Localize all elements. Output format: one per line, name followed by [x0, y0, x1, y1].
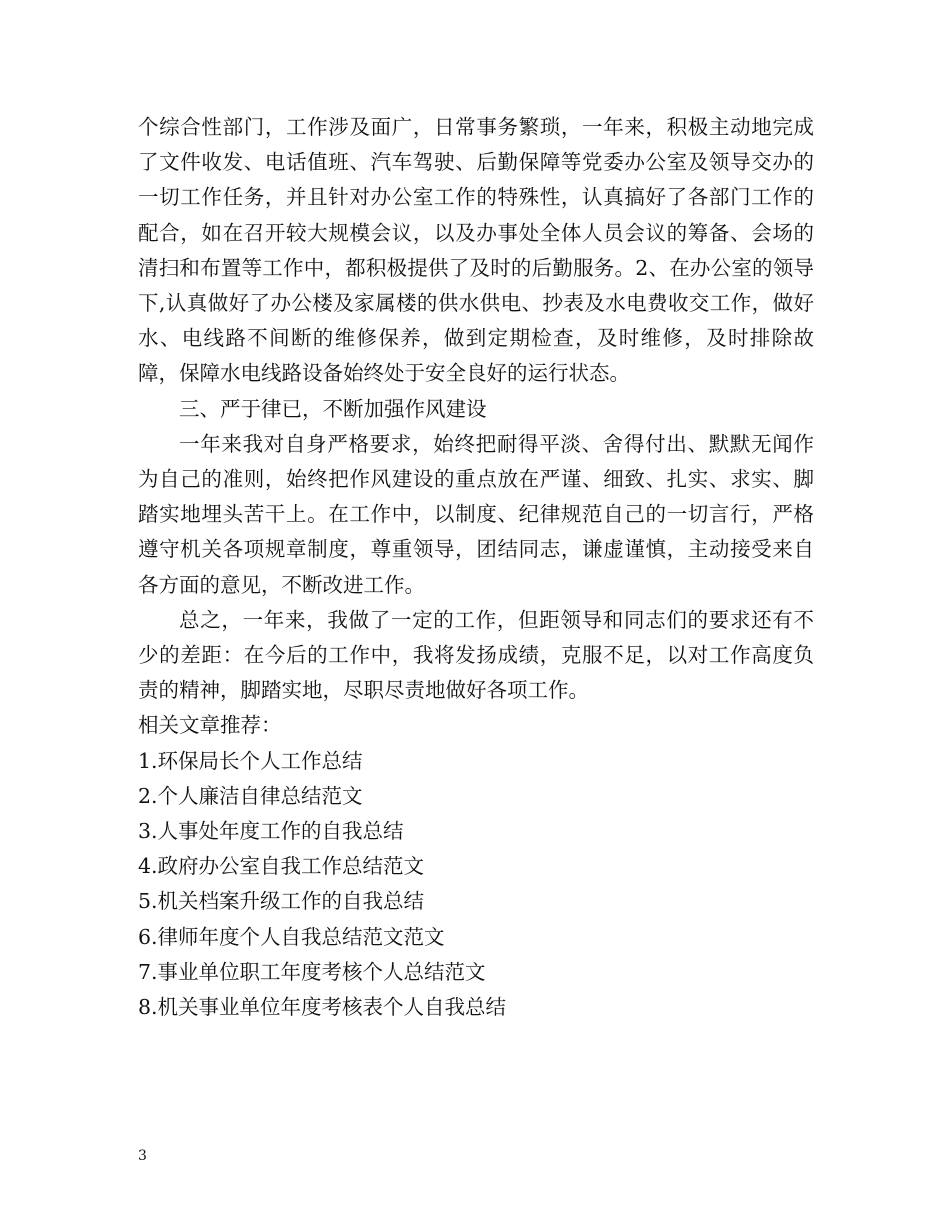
body-paragraph-1: 个综合性部门，工作涉及面广，日常事务繁琐，一年来，积极主动地完成了文件收发、电话值班、汽车驾驶、后勤保障等党委办公室及领导交办的一切工作任务，并且针对办公室工作的特殊性，认真搞好了各部门工作的配合，如在召开较大规模会议，以及办事处全体人员会议的筹备、会场的清扫和布置等工作中，都积极提供了及时的后勤服务。2、在办公室的领导下,认真做好了办公楼及家属楼的供水供电、抄表及水电费收交工作，做好水、电线路不间断的维修保养，做到定期检查，及时维修，及时排除故障，保障水电线路设备始终处于安全良好的运行状态。 [138, 115, 814, 386]
body-paragraph-2: 一年来我对自身严格要求，始终把耐得平淡、舍得付出、默默无闻作为自己的准则，始终把作风建设的重点放在严谨、细致、扎实、求实、脚踏实地埋头苦干上。在工作中，以制度、纪律规范自己的一切言行，严格遵守机关各项规章制度，尊重领导，团结同志，谦虚谨慎，主动接受来自各方面的意见，不断改进工作。 [138, 431, 814, 597]
related-article-link[interactable]: 7.事业单位职工年度考核个人总结范文 [138, 959, 486, 984]
related-article-link[interactable]: 4.政府办公室自我工作总结范文 [138, 854, 425, 879]
related-article-link[interactable]: 1.环保局长个人工作总结 [138, 748, 363, 773]
related-article-link[interactable]: 6.律师年度个人自我总结范文范文 [138, 924, 445, 949]
related-article-link[interactable]: 8.机关事业单位年度考核表个人自我总结 [138, 995, 507, 1020]
page-number: 3 [138, 1148, 147, 1164]
related-article-link[interactable]: 2.个人廉洁自律总结范文 [138, 783, 363, 808]
related-article-link[interactable]: 5.机关档案升级工作的自我总结 [138, 889, 425, 914]
document-body [138, 110, 814, 1025]
related-articles-heading: 相关文章推荐： [138, 713, 282, 738]
related-article-link[interactable]: 3.人事处年度工作的自我总结 [138, 819, 404, 844]
related-articles-list [138, 744, 814, 1026]
body-paragraph-3: 总之，一年来，我做了一定的工作，但距领导和同志们的要求还有不少的差距：在今后的工作中，我将发扬成绩，克服不足，以对工作高度负责的精神，脚踏实地，尽职尽责地做好各项工作。 [138, 607, 814, 703]
section-heading: 三、严于律已，不断加强作风建设 [179, 396, 487, 421]
